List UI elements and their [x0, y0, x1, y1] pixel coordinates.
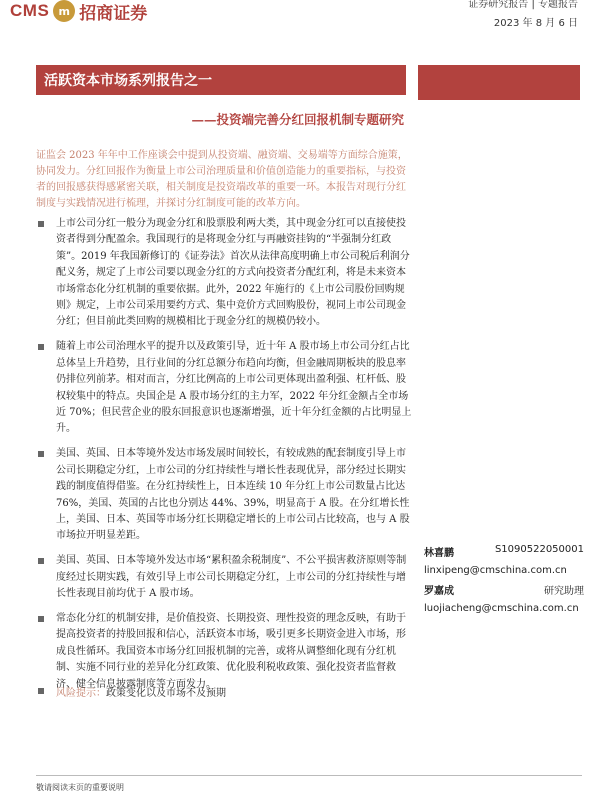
footer-note: 敬请阅读末页的重要说明: [36, 783, 124, 792]
bullet-square-icon: [38, 688, 44, 694]
analyst-card: [424, 582, 584, 614]
abstract: 证监会 2023 年年中工作座谈会中提到从投资端、融资端、交易端等方面综合施策，协同发力。分红回报作为衡量上市公司治理质量和价值创造能力的重要指标，与投资者的回报感获得感紧密关联，相关制度是投资端改革的重要一环。本报告对现行分红制度与实践情况进行梳理，并探讨分红制度可能的改革方向。: [36, 150, 408, 209]
analyst-name: 罗嘉成: [424, 586, 454, 597]
page-subtitle: ——投资端完善分红回报机制专题研究: [191, 112, 404, 127]
bullet-item: [36, 611, 412, 693]
report-meta: [468, 0, 578, 29]
logo: [10, 0, 147, 22]
logo-en: CMS: [10, 1, 50, 20]
bullet-item: [36, 446, 412, 544]
bullet-text: 美国、英国、日本等境外发达市场“累积盈余税制度”、不公平损害救济原则等制度经过长期实践，有效引导上市公司长期稳定分红，上市公司的分红持续性与增长性表现目前均优于 A 股市场。: [56, 555, 407, 600]
analyst-card: [424, 544, 584, 576]
bullet-list: [36, 216, 412, 701]
footer-divider: [36, 775, 582, 776]
risk-text: 政策变化以及市场不及预期: [106, 688, 226, 699]
bullet-square-icon: [38, 451, 44, 457]
risk-note: [36, 684, 226, 699]
analyst-email[interactable]: luojiacheng@cmschina.com.cn: [424, 603, 579, 614]
analyst-id: S1090522050001: [494, 544, 584, 555]
bullet-text: 美国、英国、日本等境外发达市场发展时间较长，有较成熟的配套制度引导上市公司长期稳定分红，上市公司的分红持续性与增长性表现优异，部分经过长期实践的制度值得借鉴。在分红持续性上，日本连续 10 年分红上市公司数量占比达 76%，美国、英国的占比也分别达 44%、39%，明显高于 A 股。在分红增长性上，美国、日本、英国等市场分红长期稳定增长的上市公司占比较高，也与 A 股市场拉开明显差距。: [56, 448, 410, 542]
logo-cn: 招商证券: [79, 3, 148, 24]
bullet-square-icon: [38, 558, 44, 564]
bullet-square-icon: [38, 344, 44, 350]
bullet-text: 常态化分红的机制安排，是价值投资、长期投资、理性投资的理念反映，有助于提高投资者的持股回报和信心，活跃资本市场，吸引更多长期资金进入市场，形成良性循环。我国资本市场分红回报机制的完善，或将从调整细化现有分红机制、实施不同行业的差异化分红政策、优化股利税收政策、强化投资者监督救济、健全信息披露制度等方面发力。: [56, 612, 406, 690]
bullet-item: [36, 216, 412, 331]
logo-emblem-icon: m: [53, 0, 75, 22]
risk-label: 风险提示：: [56, 688, 106, 699]
bullet-item: [36, 553, 412, 602]
bullet-text: 随着上市公司治理水平的提升以及政策引导，近十年 A 股市场上市公司分红占比总体呈上升趋势，且行业间的分红总额分布趋向均衡，但金融周期板块的股息率仍排位列前茅。相对而言，分红比例高的上市公司更体现出盈利强、杠杆低、股权较集中的特点。央国企是 A 股市场分红的主力军，2022 年分红金额占全市场近 70%；但民营企业的股东回报意识也逐渐增强，近十年分红金额的占比明显上升。: [56, 341, 412, 435]
report-type: 证券研究报告 | 专题报告: [468, 0, 578, 10]
bullet-square-icon: [38, 221, 44, 227]
title-bar: [36, 65, 406, 95]
bullet-text: 上市公司分红一般分为现金分红和股票股利两大类，其中现金分红可以直接使投资者得到分配盈余。我国现行的是将现金分红与再融资挂钩的“半强制分红政策”。2019 年我国新修订的《证券法》首次从法律高度明确上市公司税后利润分配义务，规定了上市公司要以现金分红的方式向投资者分配红利，将是未来资本市场常态化分红机制的重要依据。此外，2022 年施行的《上市公司股份回购规则》规定，上市公司采用要约方式、集中竞价方式回购股份，视同上市公司现金分红；但目前此类回购的规模相比于现金分红的规模仍较小。: [56, 218, 410, 328]
page-title: 活跃资本市场系列报告之一: [44, 73, 212, 89]
analyst-email[interactable]: linxipeng@cmschina.com.cn: [424, 565, 567, 576]
analyst-name: 林喜鹏: [424, 548, 454, 559]
report-date: 2023 年 8 月 6 日: [493, 18, 578, 29]
bullet-square-icon: [38, 616, 44, 622]
analyst-role: 研究助理: [544, 586, 584, 597]
decorative-block: [418, 65, 580, 100]
bullet-item: [36, 339, 412, 437]
